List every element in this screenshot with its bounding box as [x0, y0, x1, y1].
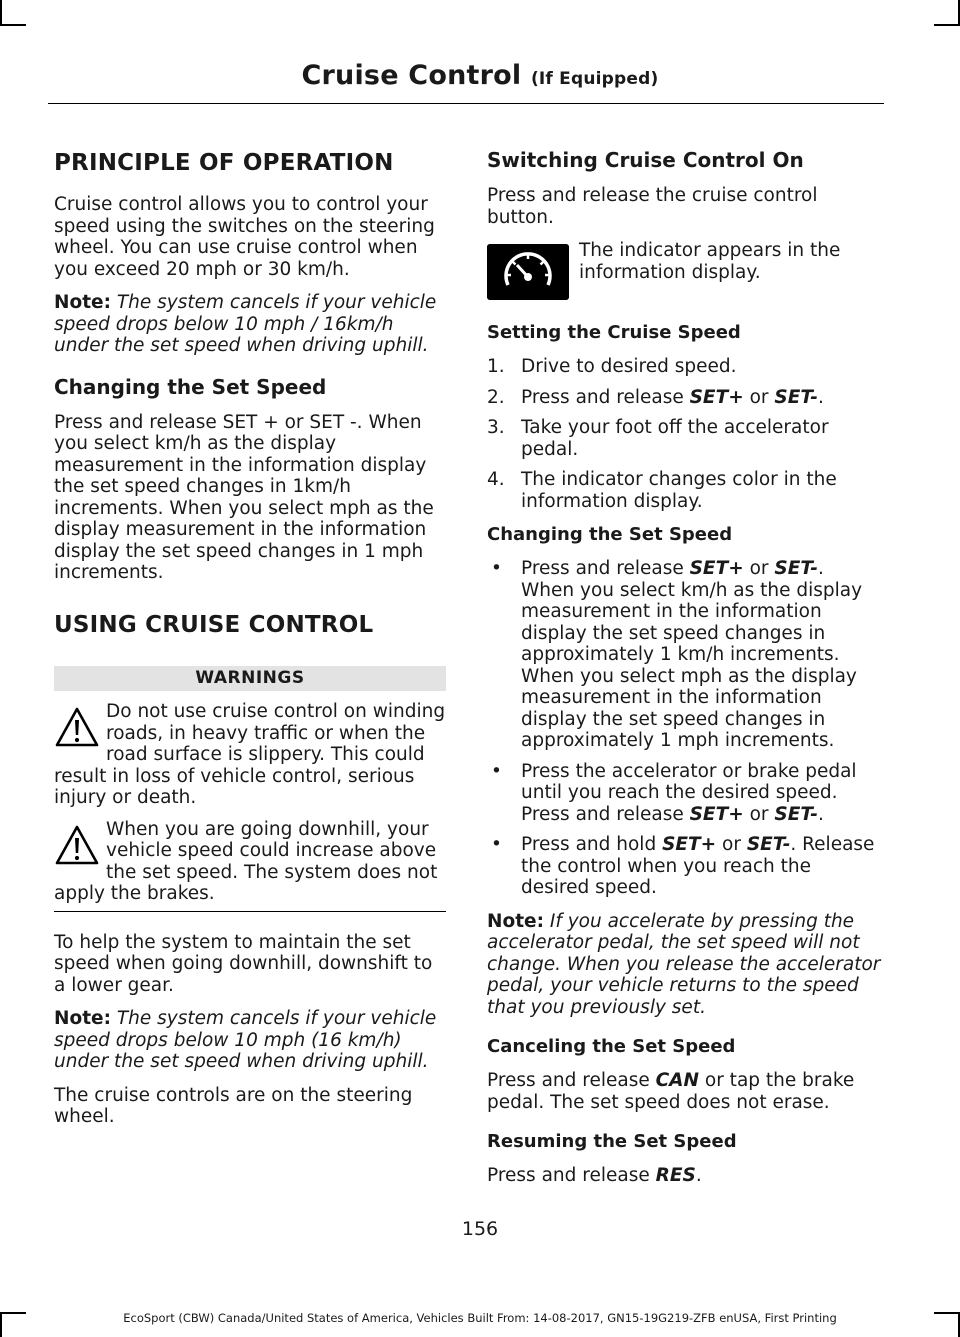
list-item: 4. The indicator changes color in the information display. [487, 469, 837, 512]
switching-on-text: Press and release the cruise control button. [487, 185, 818, 228]
list-item: 1. Drive to desired speed. [487, 356, 737, 377]
crop-mark [0, 0, 2, 26]
header-subtitle: (If Equipped) [530, 69, 659, 89]
page-header [0, 60, 960, 91]
changing-set-speed-heading: Changing the Set Speed [487, 524, 733, 545]
note-text: The system cancels if your vehicle speed drops below 10 mph / 16km/h under the set speed when driving uphill. [54, 292, 437, 356]
note-text: The system cancels if your vehicle speed drops below 10 mph (16 km/h) under the set speed when driving uphill. [54, 1008, 437, 1072]
list-item: • Press the accelerator or brake pedal until you reach the desired speed. Press and release SET+ or SET-. [491, 760, 857, 825]
changing-bullets-list [487, 558, 882, 899]
setting-speed-heading: Setting the Cruise Speed [487, 322, 741, 343]
note-3 [487, 911, 882, 1019]
note-label: Note: [54, 1008, 111, 1029]
crop-mark [0, 24, 26, 26]
controls-location-text: The cruise controls are on the steering wheel. [54, 1084, 413, 1127]
changing-set-speed-text: Press and release SET + or SET -. When you select km/h as the display measurement in the information display the set speed changes in 1km/h increments. When you select mph as the display measurement in the information display the set speed changes in 1 mph increments. [54, 411, 434, 583]
warning-1-text: Do not use cruise control on winding roads, in heavy traffic or when the road surface is slippery. This could result in loss of vehicle control, serious injury or death. [54, 701, 446, 808]
note-2 [54, 1008, 446, 1073]
list-item: 3. Take your foot off the accelerator pedal. [487, 417, 829, 460]
principle-heading: PRINCIPLE OF OPERATION [54, 150, 394, 176]
resuming-heading: Resuming the Set Speed [487, 1131, 737, 1152]
principle-text: Cruise control allows you to control your speed using the switches on the steering wheel. You can use cruise control when you exceed 20 mph or 30 km/h. [54, 194, 435, 280]
warning-2 [54, 819, 446, 912]
warning-2-text: When you are going downhill, your vehicle speed could increase above the set speed. The system does not apply the brakes. [54, 818, 438, 904]
setting-steps-list [487, 356, 882, 512]
warnings-banner: WARNINGS [54, 666, 446, 692]
warning-triangle-icon [54, 823, 100, 869]
note-label: Note: [487, 910, 544, 932]
warning-triangle-icon [54, 705, 100, 751]
header-title: Cruise Control [301, 60, 522, 91]
using-cruise-control-heading: USING CRUISE CONTROL [54, 611, 374, 638]
speedometer-icon [487, 244, 569, 300]
crop-mark [934, 24, 960, 26]
page-footer: EcoSport (CBW) Canada/United States of America, Vehicles Built From: 14-08-2017, GN15-19G219-ZFB enUSA, First Printing [123, 1311, 837, 1325]
indicator-row [487, 240, 882, 300]
resuming-text: Press and release RES. [487, 1165, 702, 1186]
left-column [54, 138, 446, 1140]
downhill-text: To help the system to maintain the set speed when going downhill, downshift to a lower gear. [54, 931, 433, 996]
list-item: • Press and hold SET+ or SET-. Release the control when you reach the desired speed. [491, 834, 875, 898]
list-item: • Press and release SET+ or SET-. When you select km/h as the display measurement in the information display the set speed changes in approximately 1 km/h increments. When you select mph as the display measurement in the information display the set speed changes in approximately 1 mph increments. [491, 558, 863, 751]
warning-1 [54, 701, 446, 809]
canceling-text: Press and release CAN or tap the brake pedal. The set speed does not erase. [487, 1070, 855, 1113]
changing-set-speed-heading: Changing the Set Speed [54, 374, 327, 399]
canceling-heading: Canceling the Set Speed [487, 1036, 736, 1057]
right-column [487, 138, 882, 1199]
list-item: 2. Press and release SET+ or SET-. [487, 386, 824, 408]
header-divider [48, 103, 884, 104]
switching-on-heading: Switching Cruise Control On [487, 148, 804, 172]
note-label: Note: [54, 292, 111, 313]
indicator-text: The indicator appears in the information display. [579, 240, 841, 283]
page-number: 156 [461, 1218, 499, 1240]
note-1 [54, 292, 446, 357]
note-text: If you accelerate by pressing the accelerator pedal, the set speed will not change. When you release the accelerator pedal, your vehicle returns to the speed that you previously set. [487, 910, 881, 1018]
